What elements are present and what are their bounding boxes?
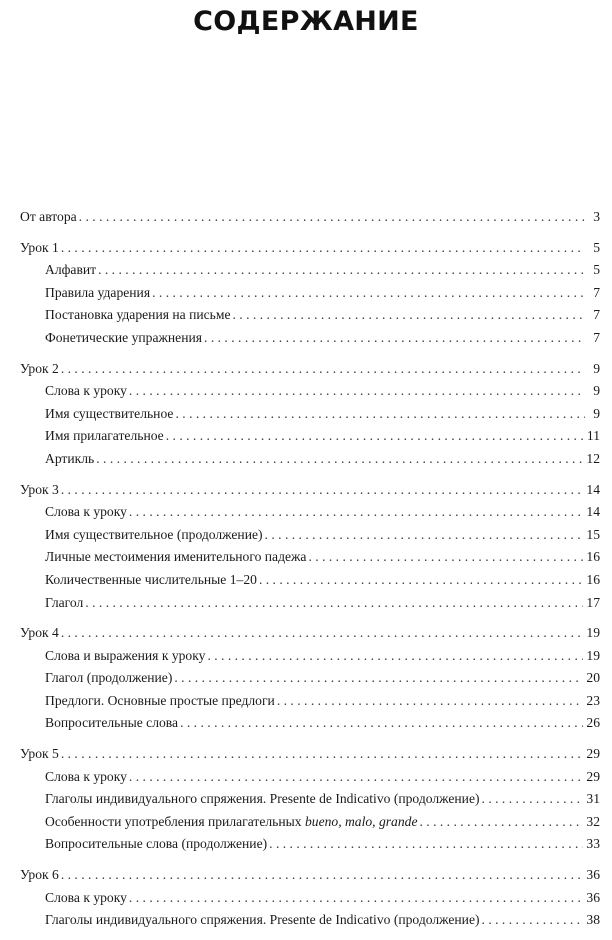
- toc-entry-label-text: Урок 4: [20, 625, 59, 641]
- toc-section: [20, 743, 600, 856]
- toc-page-number: 9: [593, 383, 600, 399]
- toc-entry-label: [45, 887, 127, 910]
- toc-page-number: 31: [586, 791, 600, 807]
- dot-leader: [96, 448, 583, 471]
- toc-entry-label-text: Фонетические упражнения: [45, 329, 203, 345]
- dot-leader: [61, 743, 584, 766]
- toc-entry-label-text: Урок 6: [20, 867, 59, 883]
- toc-subentry[interactable]: [20, 304, 600, 327]
- dot-leader: [265, 524, 584, 547]
- toc-entry-label-text: Глагол (продолжение): [45, 670, 173, 686]
- toc-subentry[interactable]: [20, 282, 600, 305]
- toc-entry-label: [45, 327, 202, 350]
- dot-leader: [175, 403, 585, 426]
- toc-subentry[interactable]: [20, 259, 600, 282]
- toc-entry-label: [45, 448, 94, 471]
- toc-subentry[interactable]: [20, 403, 600, 426]
- toc-page-number: 19: [586, 625, 600, 641]
- toc-entry-label: [45, 811, 417, 834]
- toc-subentry[interactable]: [20, 690, 600, 713]
- toc-entry-label: [45, 690, 275, 713]
- toc-page-number: 29: [586, 746, 600, 762]
- dot-leader: [482, 788, 584, 811]
- dot-leader: [277, 690, 584, 713]
- toc-entry-label-text: Урок 3: [20, 481, 59, 497]
- dot-leader: [79, 206, 585, 229]
- toc-subentry[interactable]: [20, 380, 600, 403]
- toc-entry-label: [45, 403, 173, 426]
- toc-subentry[interactable]: [20, 546, 600, 569]
- toc-entry-label: [20, 743, 59, 766]
- toc-subentry[interactable]: [20, 524, 600, 547]
- toc-entry[interactable]: [20, 743, 600, 766]
- toc-subentry[interactable]: [20, 592, 600, 615]
- toc-entry-label: [45, 380, 127, 403]
- page-title: СОДЕРЖАНИЕ: [193, 6, 419, 37]
- toc-entry-label: [20, 864, 59, 887]
- toc-section: [20, 479, 600, 615]
- dot-leader: [166, 425, 584, 448]
- toc-page-number: 15: [586, 526, 600, 542]
- toc-subentry[interactable]: [20, 569, 600, 592]
- dot-leader: [204, 327, 585, 350]
- dot-leader: [308, 546, 583, 569]
- toc-entry-label-text: Слова к уроку: [45, 768, 127, 784]
- toc-subentry[interactable]: [20, 811, 600, 834]
- toc-entry-label: [45, 524, 263, 547]
- toc-section: [20, 237, 600, 350]
- toc-subentry[interactable]: [20, 448, 600, 471]
- toc-entry-label: [20, 622, 59, 645]
- toc-entry-label-text: Имя существительное: [45, 405, 174, 421]
- dot-leader: [61, 479, 584, 502]
- toc-page-number: 23: [586, 692, 600, 708]
- toc-page-number: 19: [586, 647, 600, 663]
- toc-subentry[interactable]: [20, 645, 600, 668]
- toc-page-number: 11: [586, 428, 600, 444]
- toc-entry-label: [20, 358, 59, 381]
- toc-entry-label: [45, 909, 480, 932]
- toc-entry-label-text: Правила ударения: [45, 284, 151, 300]
- toc-entry[interactable]: [20, 622, 600, 645]
- toc-entry-label-text: Глаголы индивидуального спряжения. Presente de Indicativo (продолжение): [45, 912, 480, 928]
- toc-subentry[interactable]: [20, 712, 600, 735]
- dot-leader: [129, 380, 585, 403]
- toc-page-number: 14: [586, 481, 600, 497]
- toc-subentry[interactable]: [20, 667, 600, 690]
- toc-entry-label: [45, 304, 231, 327]
- dot-leader: [129, 501, 583, 524]
- toc-subentry[interactable]: [20, 909, 600, 932]
- toc-entry-label: [45, 259, 96, 282]
- toc-page-number: 12: [586, 450, 600, 466]
- dot-leader: [61, 622, 584, 645]
- toc-entry-label-text: Вопросительные слова: [45, 715, 179, 731]
- toc-entry-label-text: Слова к уроку: [45, 889, 127, 905]
- toc-entry-label-text: Слова к уроку: [45, 383, 127, 399]
- toc-entry-label-italic: bueno, malo, grande: [304, 813, 418, 829]
- toc-entry-label-text: Имя существительное (продолжение): [45, 526, 263, 542]
- toc-entry-label-text: Урок 2: [20, 360, 59, 376]
- toc-entry-label-text: Особенности употребления прилагательных: [45, 813, 305, 829]
- toc-entry-label-text: Урок 1: [20, 239, 59, 255]
- toc-page-number: 16: [586, 571, 600, 587]
- dot-leader: [482, 909, 584, 932]
- toc-page-number: 26: [586, 715, 600, 731]
- dot-leader: [259, 569, 583, 592]
- toc-entry-label: [45, 766, 127, 789]
- toc-section: [20, 622, 600, 735]
- toc-entry-label: [45, 569, 257, 592]
- toc-page-number: 16: [586, 549, 600, 565]
- toc-entry-label-text: От автора: [20, 209, 77, 224]
- toc-entry-label-text: Предлоги. Основные простые предлоги: [45, 692, 275, 708]
- toc-page-number: 9: [593, 360, 600, 376]
- toc-entry[interactable]: [20, 864, 600, 887]
- toc-entry-label: [45, 788, 480, 811]
- toc-entry-label-text: Глагол: [45, 594, 84, 610]
- toc-entry-label-text: Количественные числительные 1–20: [45, 571, 257, 587]
- toc-entry-label-text: Имя прилагательное: [45, 428, 164, 444]
- dot-leader: [233, 304, 586, 327]
- toc-page-number: 36: [586, 889, 600, 905]
- dot-leader: [61, 358, 585, 381]
- toc-subentry[interactable]: [20, 501, 600, 524]
- toc-subentry[interactable]: [20, 788, 600, 811]
- toc-entry-label: [45, 592, 83, 615]
- dot-leader: [180, 712, 583, 735]
- toc-subentry[interactable]: [20, 887, 600, 910]
- toc-entry-label-text: Урок 5: [20, 746, 59, 762]
- dot-leader: [98, 259, 585, 282]
- toc-subentry[interactable]: [20, 327, 600, 350]
- toc-entry-label: [45, 645, 205, 668]
- dot-leader: [152, 282, 585, 305]
- toc-entry-label-text: Алфавит: [45, 262, 97, 278]
- toc-page-number: 20: [586, 670, 600, 686]
- dot-leader: [174, 667, 583, 690]
- toc-entry-label: [45, 546, 306, 569]
- toc-entry-label: [20, 237, 59, 260]
- toc-page-number: 17: [586, 594, 600, 610]
- toc-subentry[interactable]: [20, 833, 600, 856]
- toc-entry-label: [45, 833, 267, 856]
- toc-page-number: 32: [586, 813, 600, 829]
- toc-entry-label: [45, 501, 127, 524]
- toc-subentry[interactable]: [20, 425, 600, 448]
- toc-entry-label-text: Вопросительные слова (продолжение): [45, 836, 268, 852]
- toc-page-number: 5: [593, 262, 600, 278]
- toc-entry-label-text: Постановка ударения на письме: [45, 307, 231, 323]
- toc-section: [20, 358, 600, 471]
- toc-entry-label-text: Личные местоимения именительного падежа: [45, 549, 307, 565]
- toc-page-number: 38: [586, 912, 600, 928]
- toc-entry-label: [45, 667, 172, 690]
- toc-entry-label: [45, 282, 150, 305]
- dot-leader: [61, 237, 585, 260]
- toc-entry[interactable]: [20, 206, 600, 229]
- toc-section: [20, 864, 600, 932]
- toc-entry[interactable]: [20, 237, 600, 260]
- toc-entry-label: [20, 206, 77, 229]
- toc-page-number: 3: [593, 209, 600, 224]
- toc-entry-label: [45, 425, 164, 448]
- toc-page-number: 7: [593, 307, 600, 323]
- dot-leader: [61, 864, 584, 887]
- table-of-contents: [20, 206, 600, 940]
- toc-page-number: 29: [586, 768, 600, 784]
- dot-leader: [129, 887, 583, 910]
- toc-entry[interactable]: [20, 358, 600, 381]
- toc-page-number: 5: [593, 239, 600, 255]
- dot-leader: [85, 592, 583, 615]
- dot-leader: [129, 766, 583, 789]
- toc-entry-label-text: Слова к уроку: [45, 504, 127, 520]
- toc-entry-label: [20, 479, 59, 502]
- dot-leader: [207, 645, 583, 668]
- toc-page-number: 14: [586, 504, 600, 520]
- toc-entry[interactable]: [20, 479, 600, 502]
- dot-leader: [419, 811, 583, 834]
- toc-entry-label-text: Глаголы индивидуального спряжения. Presente de Indicativo (продолжение): [45, 791, 480, 807]
- toc-section: [20, 206, 600, 229]
- toc-page-number: 9: [593, 405, 600, 421]
- toc-subentry[interactable]: [20, 766, 600, 789]
- toc-page-number: 7: [593, 329, 600, 345]
- toc-page-number: 36: [586, 867, 600, 883]
- toc-entry-label-text: Артикль: [45, 450, 95, 466]
- toc-entry-label-text: Слова и выражения к уроку: [45, 647, 206, 663]
- toc-page-number: 7: [593, 284, 600, 300]
- toc-entry-label: [45, 712, 178, 735]
- toc-page-number: 33: [586, 836, 600, 852]
- dot-leader: [269, 833, 583, 856]
